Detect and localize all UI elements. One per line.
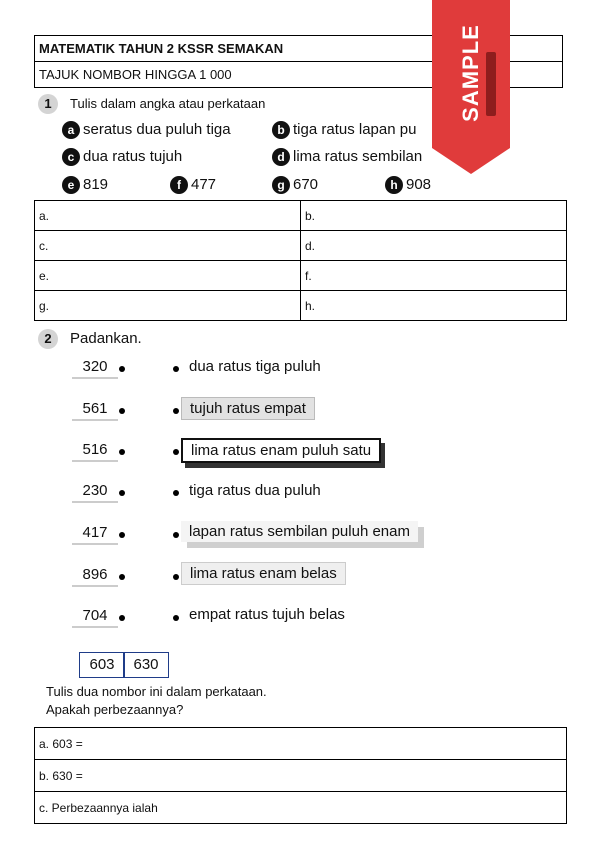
left-dot-6[interactable]	[119, 574, 125, 580]
table-row	[35, 201, 567, 231]
answer-table	[34, 727, 567, 824]
right-dot-2[interactable]	[173, 408, 179, 414]
option-e-badge: e	[62, 176, 80, 194]
option-c-text: dua ratus tujuh	[83, 148, 183, 165]
option-b-badge: b	[272, 121, 290, 139]
match-number-3: 516	[72, 441, 118, 462]
option-d	[272, 148, 422, 166]
option-e-text: 819	[83, 176, 109, 193]
answer-cell-b[interactable]: b.	[301, 201, 567, 231]
option-h	[385, 176, 431, 194]
right-dot-6[interactable]	[173, 574, 179, 580]
option-f-badge: f	[170, 176, 188, 194]
number-box-1: 603	[79, 652, 125, 678]
option-a	[62, 121, 231, 139]
section-1-instruction: Tulis dalam angka atau perkataan	[70, 96, 266, 111]
table-row	[35, 231, 567, 261]
section-3-instruction-line2: Apakah perbezaannya?	[46, 702, 184, 717]
left-dot-5[interactable]	[119, 532, 125, 538]
option-g	[272, 176, 318, 194]
right-dot-5[interactable]	[173, 532, 179, 538]
left-dot-3[interactable]	[119, 449, 125, 455]
match-word-6: lima ratus enam belas	[181, 562, 346, 585]
answer-cell-d[interactable]: d.	[301, 231, 567, 261]
right-dot-3[interactable]	[173, 449, 179, 455]
answer-cell-g[interactable]: g.	[35, 291, 301, 321]
match-number-5: 417	[72, 524, 118, 545]
match-number-1: 320	[72, 358, 118, 379]
right-dot-4[interactable]	[173, 490, 179, 496]
section-1-number: 1	[38, 94, 58, 114]
left-dot-2[interactable]	[119, 408, 125, 414]
option-d-text: lima ratus sembilan	[293, 148, 423, 165]
option-c	[62, 148, 182, 166]
table-row	[35, 792, 567, 824]
option-b	[272, 121, 416, 139]
option-d-badge: d	[272, 148, 290, 166]
option-h-badge: h	[385, 176, 403, 194]
match-word-5: lapan ratus sembilan puluh enam	[181, 521, 418, 542]
option-b-text: tiga ratus lapan pu	[293, 121, 417, 138]
section-2-number: 2	[38, 329, 58, 349]
match-word-2: tujuh ratus empat	[181, 397, 315, 420]
worksheet-topic: TAJUK NOMBOR HINGGA 1 000	[34, 61, 563, 88]
ribbon-logo-mark	[486, 52, 496, 116]
answer-row-b[interactable]: b. 630 =	[35, 760, 567, 792]
option-h-text: 908	[406, 176, 432, 193]
right-dot-7[interactable]	[173, 615, 179, 621]
option-g-text: 670	[293, 176, 319, 193]
worksheet-title: MATEMATIK TAHUN 2 KSSR SEMAKAN	[34, 35, 563, 62]
table-row	[35, 760, 567, 792]
match-word-3: lima ratus enam puluh satu	[181, 438, 381, 463]
answer-cell-h[interactable]: h.	[301, 291, 567, 321]
right-dot-1[interactable]	[173, 366, 179, 372]
option-c-badge: c	[62, 148, 80, 166]
option-f-text: 477	[191, 176, 217, 193]
left-dot-4[interactable]	[119, 490, 125, 496]
match-word-1: dua ratus tiga puluh	[181, 356, 329, 377]
answer-row-c[interactable]: c. Perbezaannya ialah	[35, 792, 567, 824]
option-e	[62, 176, 108, 194]
table-row	[35, 291, 567, 321]
sample-ribbon-tip	[432, 148, 510, 174]
sample-watermark-text: SAMPLE	[458, 24, 483, 122]
answer-grid	[34, 200, 567, 321]
answer-cell-a[interactable]: a.	[35, 201, 301, 231]
left-dot-1[interactable]	[119, 366, 125, 372]
answer-row-a[interactable]: a. 603 =	[35, 728, 567, 760]
match-number-6: 896	[72, 566, 118, 587]
option-a-badge: a	[62, 121, 80, 139]
table-row	[35, 261, 567, 291]
match-word-4: tiga ratus dua puluh	[181, 480, 329, 501]
match-number-2: 561	[72, 400, 118, 421]
option-f	[170, 176, 216, 194]
option-a-text: seratus dua puluh tiga	[83, 121, 231, 138]
number-box-2: 630	[123, 652, 169, 678]
answer-cell-c[interactable]: c.	[35, 231, 301, 261]
option-g-badge: g	[272, 176, 290, 194]
left-dot-7[interactable]	[119, 615, 125, 621]
answer-cell-f[interactable]: f.	[301, 261, 567, 291]
table-row	[35, 728, 567, 760]
answer-cell-e[interactable]: e.	[35, 261, 301, 291]
match-word-7: empat ratus tujuh belas	[181, 604, 353, 625]
match-number-7: 704	[72, 607, 118, 628]
section-2-instruction: Padankan.	[70, 330, 142, 347]
match-number-4: 230	[72, 482, 118, 503]
section-3-instruction-line1: Tulis dua nombor ini dalam perkataan.	[46, 684, 267, 699]
